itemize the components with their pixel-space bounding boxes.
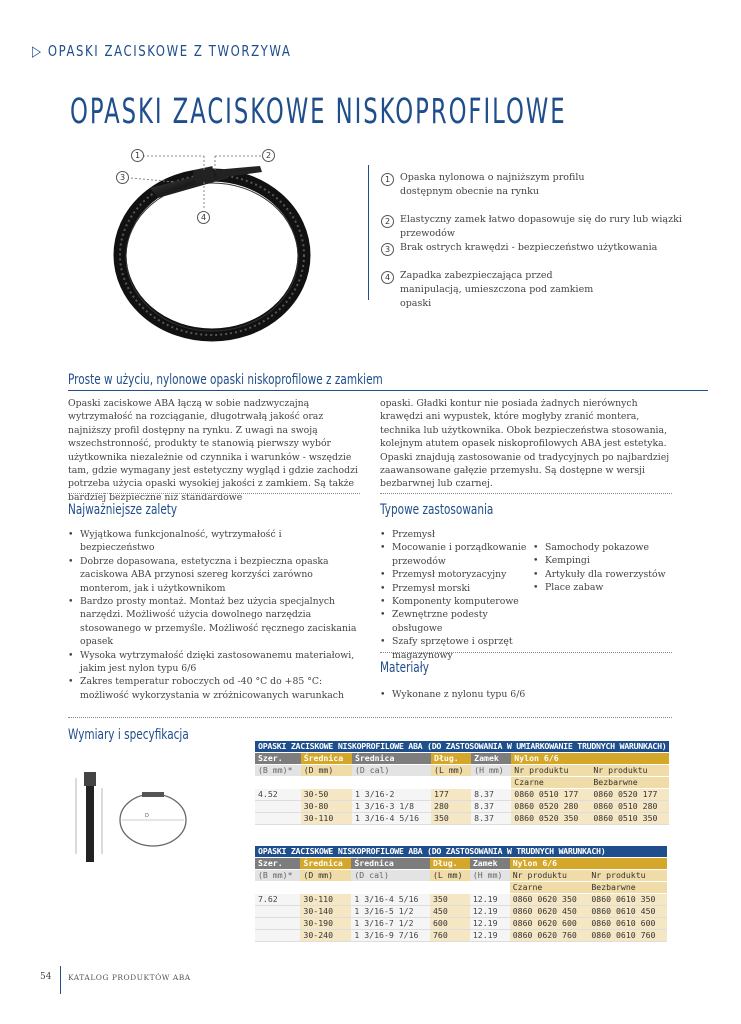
table-cell	[255, 918, 300, 930]
table-cell: 0860 0520 280	[511, 801, 590, 813]
column-header: Średnica	[301, 753, 352, 765]
page-number: 54	[40, 972, 52, 982]
spec-table-1	[255, 741, 669, 825]
column-unit: Nr produktu	[510, 870, 589, 882]
feature-item	[381, 241, 700, 255]
list-item: • Mocowanie i porządkowanie przewodów	[380, 541, 530, 568]
column-unit: (B mm)*	[255, 870, 300, 882]
table-cell: 7.62	[255, 894, 300, 906]
column-header: Średnica	[352, 753, 431, 765]
intro-text-left: Opaski zaciskowe ABA łączą w sobie nadzwyczajną wytrzymałość na rozciąganie, długotrwałą jakość oraz najniższy profil dostępny na rynku. Z uwagi na swoją wszechstronność, produkty te stanowią pierwszy wybór użytkownika niezależnie od czynnika i warunków - wszędzie tam, gdzie wymagany jest estetyczny wygląd i gdzie zachodzi potrzeba użycia opaski wysokiej jakości z zamkiem. Są także bardziej bezpieczne niż standardowe	[68, 398, 358, 503]
intro-text-right: opaski. Gładki kontur nie posiada żadnych nierównych krawędzi ani wypustek, które mogłyby zranić montera, technika lub użytkownika. Obok bezpieczeństwa stosowania, kolejnym atutem opasek niskoprofilowych ABA jest estetyka. Opaski znajdują zastosowanie od tradycyjnych po najbardziej zaawansowane gałęzie przemysłu. Są dostępne w wersji bezbarwnej lub czarnej.	[380, 398, 670, 490]
column-variant	[351, 882, 430, 894]
table-cell: 0860 0520 177	[590, 789, 669, 801]
table-cell: 12.19	[470, 918, 510, 930]
catalog-name: KATALOG PRODUKTÓW ABA	[68, 973, 191, 982]
callout-1: 1	[131, 149, 144, 162]
list-item: • Artykuły dla rowerzystów	[533, 568, 693, 581]
list-item: • Zakres temperatur roboczych od -40 °C do +85 °C: możliwość wykorzystania w zróżnicowanych warunkach	[68, 675, 358, 702]
page-title: OPASKI ZACISKOWE NISKOPROFILOWE	[70, 92, 567, 132]
intro-heading: Proste w użyciu, nylonowe opaski niskoprofilowe z zamkiem	[68, 372, 383, 388]
column-unit: (B mm)*	[255, 765, 301, 777]
table-row	[255, 789, 669, 801]
column-variant: Bezbarwne	[590, 777, 669, 789]
column-unit: Nr produktu	[590, 765, 669, 777]
table-cell: 12.19	[470, 906, 510, 918]
divider	[68, 717, 672, 718]
table-cell: 0860 0620 760	[510, 930, 589, 942]
list-item: • Wysoka wytrzymałość dzięki zastosowanemu materiałowi, jakim jest nylon typu 6/6	[68, 649, 358, 676]
feature-item	[381, 213, 700, 241]
feature-number: 4	[381, 271, 394, 284]
column-unit: (L mm)	[431, 765, 471, 777]
table-cell: 0860 0510 177	[511, 789, 590, 801]
feature-text: Elastyczny zamek łatwo dopasowuje się do rury lub wiązki przewodów	[400, 214, 682, 239]
table-cell: 450	[430, 906, 470, 918]
dimension-diagram	[72, 768, 192, 868]
table-cell: 1 3/16-5 1/2	[351, 906, 430, 918]
feature-text: Zapadka zabezpieczająca przed manipulacją, umieszczona pod zamkiem opaski	[400, 270, 594, 309]
list-item: • Przemysł motoryzacyjny	[380, 568, 530, 581]
materials-list	[380, 688, 670, 701]
advantages-list	[68, 528, 358, 702]
callout-3: 3	[116, 171, 129, 184]
table-row	[255, 813, 669, 825]
column-unit: (L mm)	[430, 870, 470, 882]
table-cell: 30-50	[301, 789, 352, 801]
table-cell: 350	[430, 894, 470, 906]
applications-list-1	[380, 528, 530, 662]
table-cell: 0860 0610 350	[588, 894, 667, 906]
divider	[68, 493, 360, 494]
list-item: • Wyjątkowa funkcjonalność, wytrzymałość i bezpieczeństwo	[68, 528, 358, 555]
advantages-heading: Najważniejsze zalety	[68, 502, 178, 518]
column-unit: Nr produktu	[588, 870, 667, 882]
table-cell: 30-110	[301, 813, 352, 825]
table-cell: 350	[431, 813, 471, 825]
table-cell: 1 3/16-3 1/8	[352, 801, 431, 813]
table-cell: 1 3/16-7 1/2	[351, 918, 430, 930]
feature-number: 1	[381, 173, 394, 186]
section-header: ▷ OPASKI ZACISKOWE Z TWORZYWA	[32, 42, 292, 60]
table-cell: 0860 0610 760	[588, 930, 667, 942]
column-unit: Nr produktu	[511, 765, 590, 777]
column-variant	[352, 777, 431, 789]
column-variant	[430, 882, 470, 894]
table-cell	[255, 930, 300, 942]
column-variant	[470, 882, 510, 894]
table-cell: 8.37	[471, 813, 511, 825]
table-cell: 0860 0510 280	[590, 801, 669, 813]
table-row	[255, 801, 669, 813]
list-item: • Bardzo prosty montaż. Montaż bez użycia specjalnych narzędzi. Możliwość użycia dowolnego narzędzia stosowanego w przemyśle. Możliwość ręcznego zaciskania opasek	[68, 595, 358, 649]
feature-list	[368, 165, 708, 309]
column-header: Szer.	[255, 858, 300, 870]
column-header	[588, 858, 667, 870]
table-cell	[255, 906, 300, 918]
table-title: OPASKI ZACISKOWE NISKOPROFILOWE ABA (DO ZASTOSOWANIA W TRUDNYCH WARUNKACH)	[255, 846, 667, 858]
table-cell: 8.37	[471, 801, 511, 813]
table-cell: 1 3/16-4 5/16	[351, 894, 430, 906]
table-cell	[255, 813, 301, 825]
column-unit: (D mm)	[300, 870, 351, 882]
specs-heading: Wymiary i specyfikacja	[68, 727, 189, 743]
feature-item	[381, 269, 610, 311]
table-row	[255, 894, 667, 906]
table-cell: 280	[431, 801, 471, 813]
callout-4: 4	[197, 211, 210, 224]
table-cell	[255, 801, 301, 813]
column-header: Zamek	[470, 858, 510, 870]
callout-2: 2	[262, 149, 275, 162]
table-cell: 30-190	[300, 918, 351, 930]
table-cell: 0860 0610 600	[588, 918, 667, 930]
column-header: Nylon 6/6	[510, 858, 589, 870]
column-header	[590, 753, 669, 765]
table-row	[255, 906, 667, 918]
table-cell: 30-140	[300, 906, 351, 918]
list-item: • Przemysł	[380, 528, 530, 541]
table-cell: 0860 0520 350	[511, 813, 590, 825]
column-variant	[431, 777, 471, 789]
list-item: • Zewnętrzne podesty obsługowe	[380, 608, 530, 635]
column-header: Dług.	[430, 858, 470, 870]
column-header: Dług.	[431, 753, 471, 765]
table-cell: 0860 0620 600	[510, 918, 589, 930]
list-item: • Kempingi	[533, 554, 693, 567]
column-variant	[255, 882, 300, 894]
list-item: • Szafy sprzętowe i osprzęt magazynowy	[380, 635, 530, 662]
column-variant	[255, 777, 301, 789]
feature-number: 3	[381, 243, 394, 256]
table-cell: 600	[430, 918, 470, 930]
list-item: • Dobrze dopasowana, estetyczna i bezpieczna opaska zaciskowa ABA przynosi szereg korzyści zarówno monterom, jak i użytkownikom	[68, 555, 358, 595]
feature-number: 2	[381, 215, 394, 228]
column-header: Średnica	[351, 858, 430, 870]
table-cell: 0860 0510 350	[590, 813, 669, 825]
column-unit: (H mm)	[471, 765, 511, 777]
divider	[380, 652, 672, 653]
divider	[380, 493, 672, 494]
column-unit: (H mm)	[470, 870, 510, 882]
column-header: Zamek	[471, 753, 511, 765]
column-variant	[301, 777, 352, 789]
list-item: • Przemysł morski	[380, 582, 530, 595]
column-variant	[300, 882, 351, 894]
list-item: • Samochody pokazowe	[533, 541, 693, 554]
table-cell: 1 3/16-9 7/16	[351, 930, 430, 942]
column-unit: (D mm)	[301, 765, 352, 777]
column-unit: (D cal)	[351, 870, 430, 882]
column-unit: (D cal)	[352, 765, 431, 777]
list-item: • Komponenty komputerowe	[380, 595, 530, 608]
intro-divider	[68, 390, 708, 391]
table-cell: 760	[430, 930, 470, 942]
table-cell: 8.37	[471, 789, 511, 801]
column-header: Średnica	[300, 858, 351, 870]
materials-heading: Materiały	[380, 660, 429, 676]
applications-heading: Typowe zastosowania	[380, 502, 494, 518]
table-title: OPASKI ZACISKOWE NISKOPROFILOWE ABA (DO ZASTOSOWANIA W UMIARKOWANIE TRUDNYCH WARUNKACH)	[255, 741, 669, 753]
column-variant	[471, 777, 511, 789]
list-item: • Place zabaw	[533, 581, 693, 594]
table-cell: 4.52	[255, 789, 301, 801]
table-cell: 0860 0610 450	[588, 906, 667, 918]
feature-text: Opaska nylonowa o najniższym profilu dostępnym obecnie na rynku	[400, 172, 585, 197]
column-header: Nylon 6/6	[511, 753, 590, 765]
table-cell: 12.19	[470, 894, 510, 906]
list-item: • Wykonane z nylonu typu 6/6	[380, 688, 670, 701]
column-variant: Czarne	[510, 882, 589, 894]
table-row	[255, 930, 667, 942]
table-cell: 30-240	[300, 930, 351, 942]
table-cell: 0860 0620 350	[510, 894, 589, 906]
table-cell: 12.19	[470, 930, 510, 942]
table-cell: 1 3/16-2	[352, 789, 431, 801]
diagram-label: D	[145, 813, 149, 819]
spec-table-2	[255, 846, 667, 942]
table-cell: 1 3/16-4 5/16	[352, 813, 431, 825]
column-variant: Bezbarwne	[588, 882, 667, 894]
feature-item	[381, 171, 600, 199]
column-variant: Czarne	[511, 777, 590, 789]
table-row	[255, 918, 667, 930]
footer-divider	[60, 966, 61, 994]
feature-text: Brak ostrych krawędzi - bezpieczeństwo użytkowania	[400, 242, 658, 253]
column-header: Szer.	[255, 753, 301, 765]
applications-list-2	[533, 541, 693, 595]
table-cell: 0860 0620 450	[510, 906, 589, 918]
table-cell: 30-80	[301, 801, 352, 813]
table-cell: 177	[431, 789, 471, 801]
table-cell: 30-110	[300, 894, 351, 906]
